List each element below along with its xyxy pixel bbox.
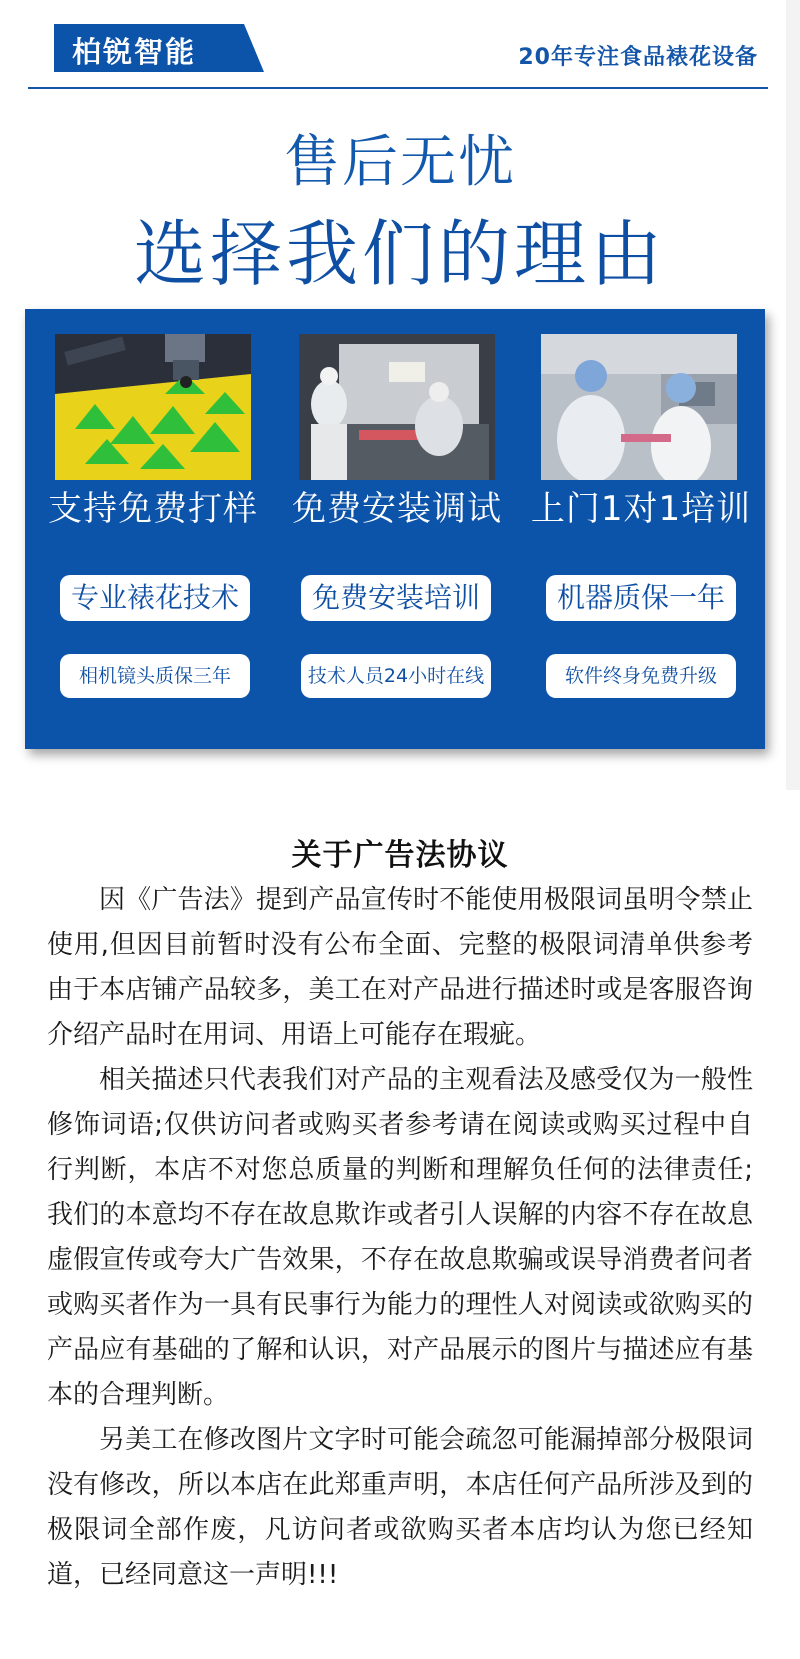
brand-slogan: 20年专注食品裱花设备 <box>518 45 758 70</box>
brand-name: 柏锐智能 <box>72 35 197 69</box>
notice-title: 关于广告法协议 <box>291 838 509 873</box>
photo-installation <box>299 334 495 480</box>
header <box>0 0 800 92</box>
badge-decorating-tech: 专业裱花技术 <box>60 575 250 621</box>
notice-paragraph: 因《广告法》提到产品宣传时不能使用极限词虽明令禁止使用,但因目前暂时没有公布全面、完整的极限词清单供参考由于本店铺产品较多，美工在对产品进行描述时或是客服咨询介绍产品时在用词、用语上可能存在瑕疵。 <box>47 885 753 1050</box>
notice-body <box>47 878 753 1598</box>
header-divider <box>28 87 768 89</box>
photo-training <box>541 334 737 480</box>
features-panel <box>25 309 765 749</box>
feature-caption-installation: 免费安装调试 <box>292 489 502 529</box>
feature-caption-free-sample: 支持免费打样 <box>48 489 258 529</box>
badge-software-upgrade: 软件终身免费升级 <box>546 654 736 698</box>
notice-paragraph: 相关描述只代表我们对产品的主观看法及感受仅为一般性修饰词语;仅供访问者或购买者参考请在阅读或购买过程中自行判断，本店不对您总质量的判断和理解负任何的法律责任;我们的本意均不存在故息欺诈或者引人误解的内容不存在故息虚假宣传或夸大广告效果，不存在故息欺骗或误导消费者问者或购买者作为一具有民事行为能力的理性人对阅读或欲购买的产品应有基础的了解和认识，对产品展示的图片与描述应有基本的合理判断。 <box>47 1065 753 1410</box>
headline-reasons: 选择我们的理由 <box>133 212 666 296</box>
brand-tab <box>54 24 264 72</box>
badge-install-training: 免费安装培训 <box>301 575 491 621</box>
feature-caption-training: 上门1对1培训 <box>530 489 752 529</box>
badge-warranty-one-year: 机器质保一年 <box>546 575 736 621</box>
notice-paragraph: 另美工在修改图片文字时可能会疏忽可能漏掉部分极限词没有修改，所以本店在此郑重声明，本店任何产品所涉及到的极限词全部作废，凡访问者或欲购买者本店均认为您已经知道，已经同意这一声明!!! <box>47 1425 753 1590</box>
headline-after-sales: 售后无忧 <box>284 130 516 195</box>
photo-free-sample <box>55 334 251 480</box>
badge-support-24h: 技术人员24小时在线 <box>301 654 491 698</box>
badge-camera-warranty: 相机镜头质保三年 <box>60 654 250 698</box>
